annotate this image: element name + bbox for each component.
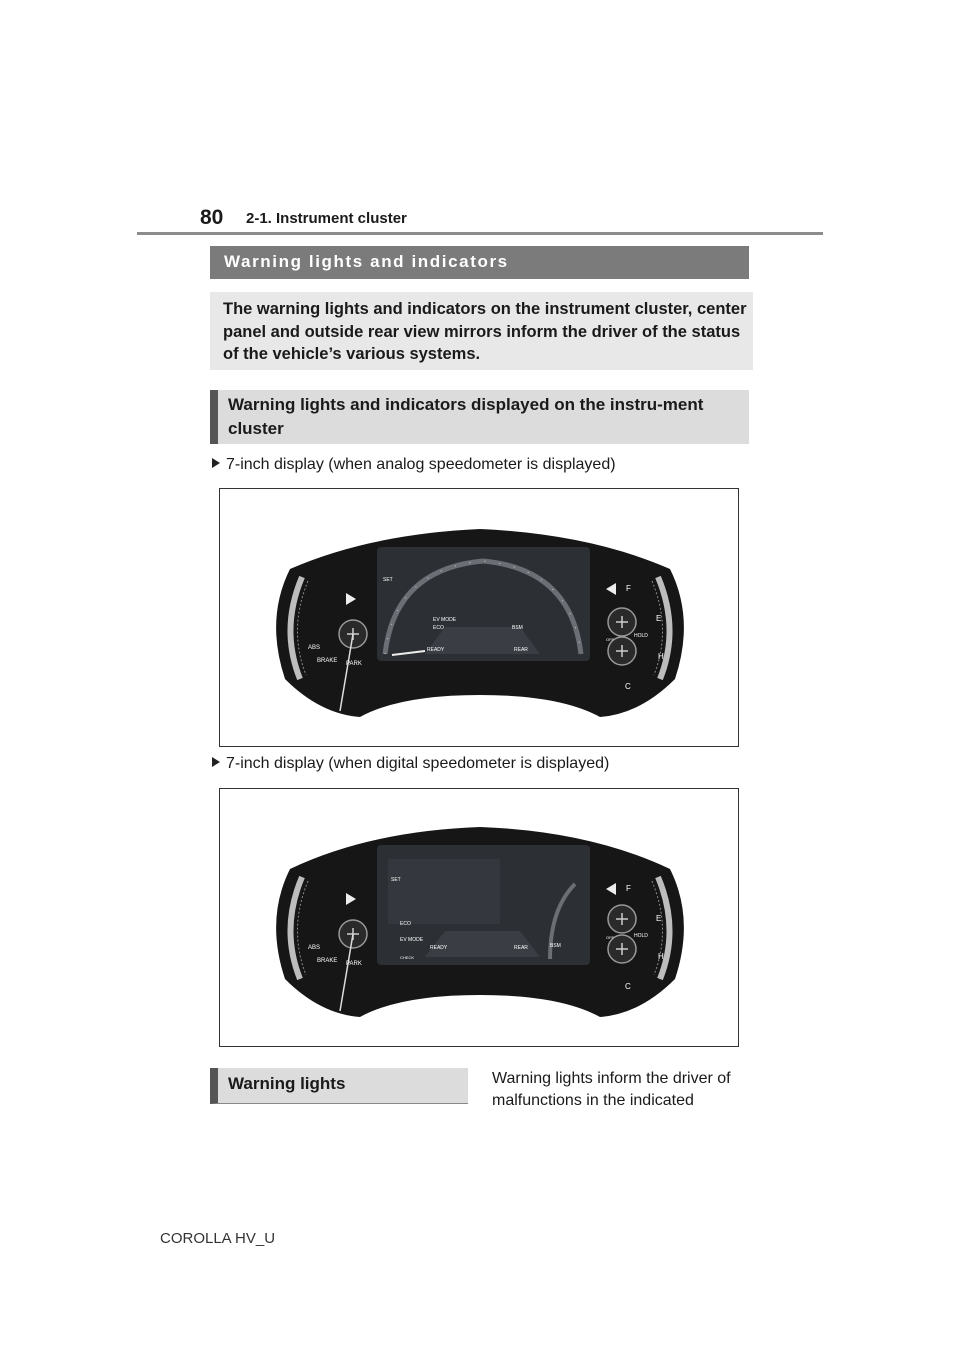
section-title: Warning lights and indicators [224,252,509,271]
svg-text:EV MODE: EV MODE [400,937,424,943]
svg-text:ABS: ABS [308,645,321,651]
footer-model: COROLLA HV_U [160,1230,276,1247]
svg-text:F: F [626,584,631,593]
figure-analog-cluster [219,488,739,747]
warning-lights-text: Warning lights inform the driver of malfunctions in the indicated [492,1070,731,1109]
figure-digital-cluster [219,788,739,1047]
svg-text:OFF: OFF [606,935,614,940]
chapter-title: 2-1. Instrument cluster [246,210,407,227]
figure-caption-analog: 7-inch display (when analog speedometer is displayed) [212,456,616,474]
svg-text:C: C [625,982,631,991]
svg-text:H: H [658,952,664,961]
svg-text:READY: READY [427,647,445,653]
svg-text:SET: SET [383,577,393,583]
svg-text:F: F [626,884,631,893]
page-number: 80 [200,206,224,229]
section-title-bar [210,246,749,279]
svg-text:HOLD: HOLD [634,633,648,639]
svg-text:REAR: REAR [514,945,528,951]
svg-text:BRAKE: BRAKE [317,658,338,664]
svg-text:E: E [656,914,662,923]
svg-text:ECO: ECO [433,625,444,631]
analog-cluster-illustration [220,489,740,748]
intro-box [210,292,753,370]
svg-text:PARK: PARK [346,661,362,667]
svg-text:READY: READY [430,945,448,951]
warning-lights-title: Warning lights [228,1074,346,1093]
svg-text:BSM: BSM [512,625,523,631]
svg-text:C: C [625,682,631,691]
svg-text:REAR: REAR [514,647,528,653]
svg-text:EV MODE: EV MODE [433,617,457,623]
svg-text:E: E [656,614,662,623]
svg-text:BRAKE: BRAKE [317,958,338,964]
triangle-bullet-icon [212,757,220,767]
svg-text:H: H [658,652,664,661]
svg-text:CHECK: CHECK [400,955,415,960]
intro-text: The warning lights and indicators on the instrument cluster, center panel and outside rear view mirrors inform the driver of the status of the vehicle’s various systems. [223,300,747,363]
triangle-bullet-icon [212,458,220,468]
svg-text:SET: SET [391,877,401,883]
svg-text:HOLD: HOLD [634,933,648,939]
svg-text:PARK: PARK [346,961,362,967]
warning-lights-header [210,1068,468,1104]
svg-text:ECO: ECO [400,921,411,927]
svg-text:ABS: ABS [308,945,321,951]
header-rule [137,232,823,235]
digital-cluster-illustration [220,789,740,1048]
svg-text:OFF: OFF [606,637,614,642]
svg-text:BSM: BSM [550,943,561,949]
figure-caption-digital: 7-inch display (when digital speedometer is displayed) [212,755,609,773]
subsection-header [210,390,749,444]
subsection-title: Warning lights and indicators displayed on the instru-ment cluster [228,395,704,438]
